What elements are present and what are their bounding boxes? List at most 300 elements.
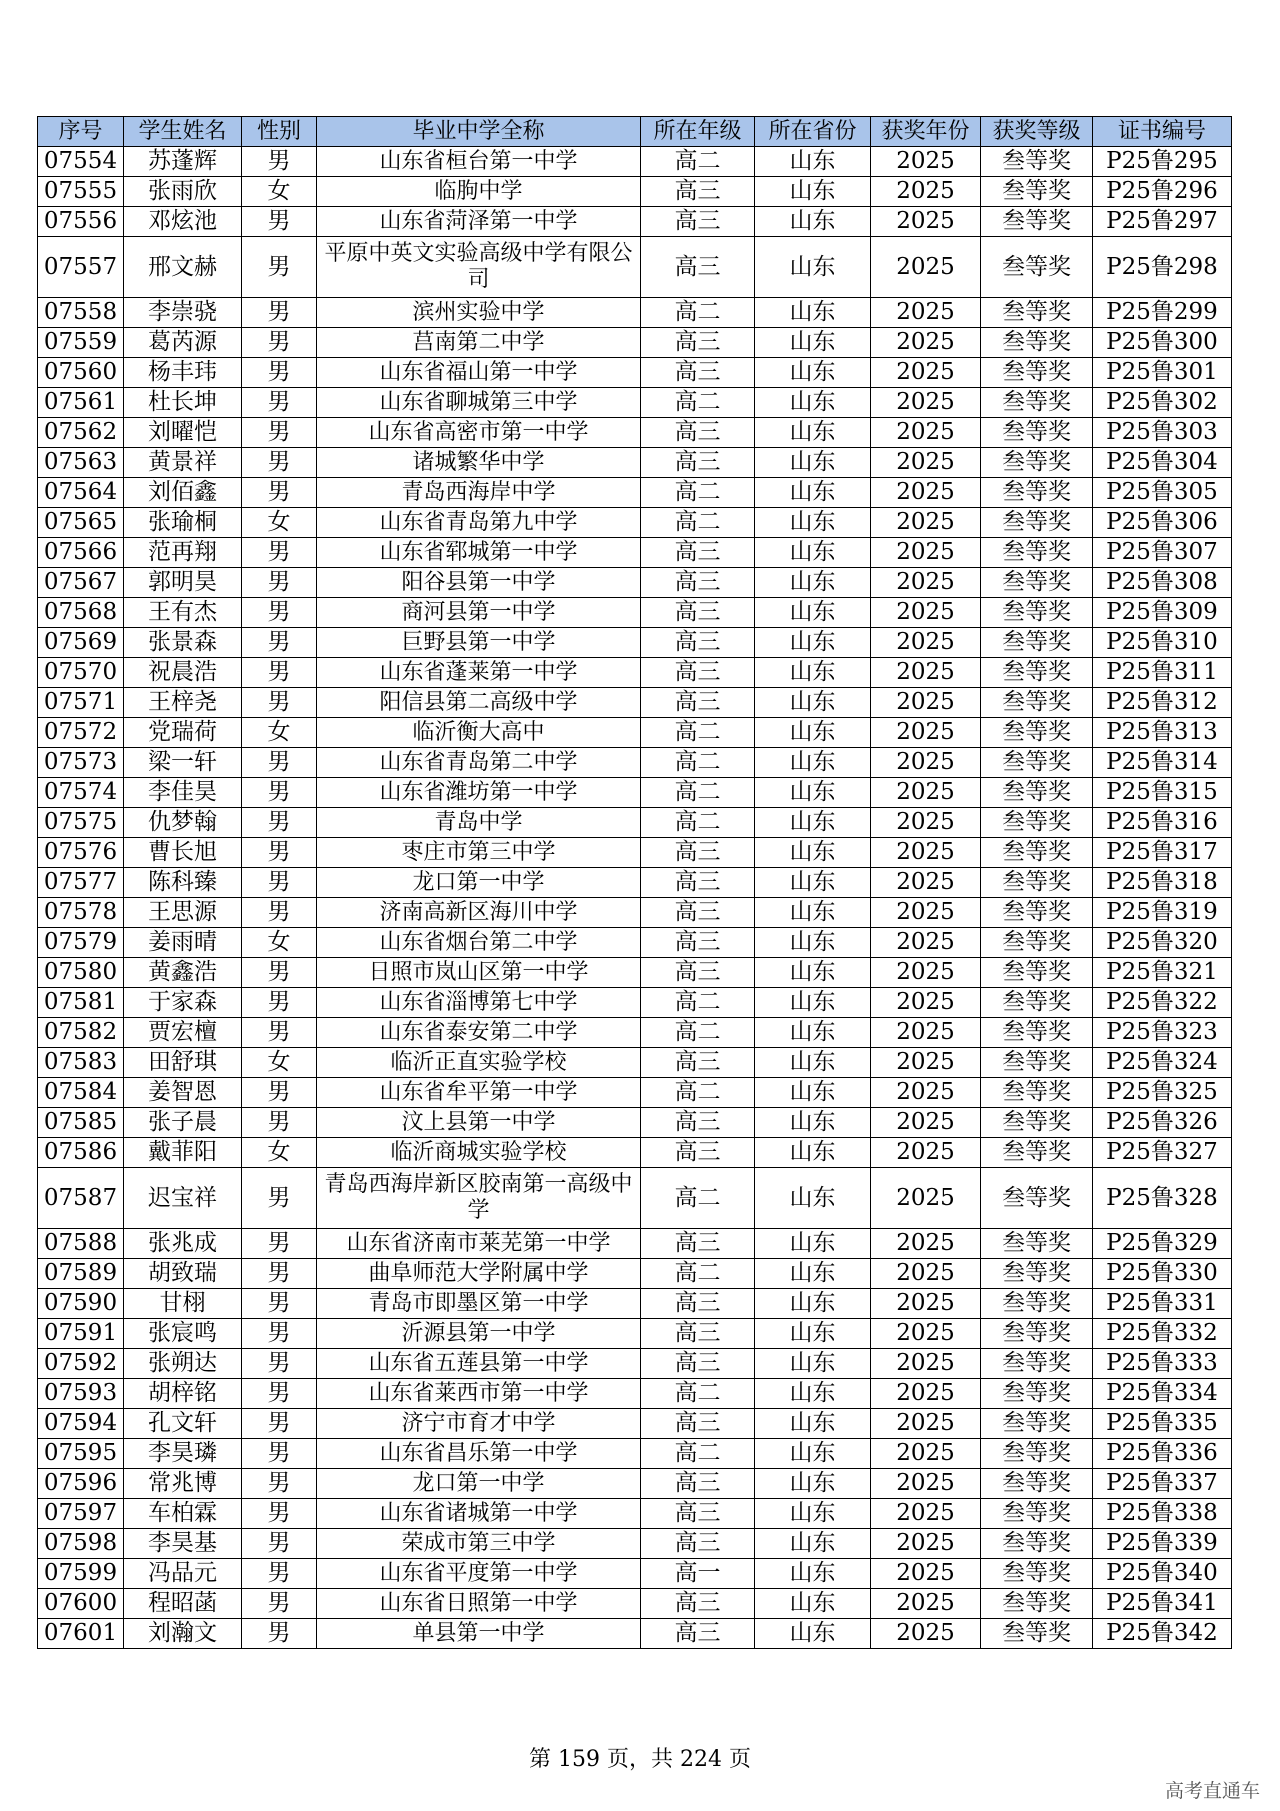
year-cell: 2025: [871, 478, 981, 508]
year-cell: 2025: [871, 1078, 981, 1108]
level-cell: 叁等奖: [981, 388, 1093, 418]
serial-cell: 07591: [38, 1319, 124, 1349]
year-cell: 2025: [871, 1529, 981, 1559]
school-cell: 山东省潍坊第一中学: [317, 778, 641, 808]
province-cell: 山东: [755, 538, 871, 568]
level-cell: 叁等奖: [981, 1108, 1093, 1138]
province-cell: 山东: [755, 388, 871, 418]
table-row: [38, 1349, 1232, 1379]
grade-cell: 高二: [641, 718, 755, 748]
column-header: 证书编号: [1093, 117, 1232, 147]
province-cell: 山东: [755, 418, 871, 448]
gender-cell: 男: [242, 538, 317, 568]
serial-cell: 07587: [38, 1168, 124, 1229]
table-row: [38, 928, 1232, 958]
grade-cell: 高三: [641, 1529, 755, 1559]
table-row: [38, 1589, 1232, 1619]
table-row: [38, 1229, 1232, 1259]
school-cell: 山东省平度第一中学: [317, 1559, 641, 1589]
province-cell: 山东: [755, 328, 871, 358]
table-row: [38, 448, 1232, 478]
gender-cell: 女: [242, 718, 317, 748]
gender-cell: 男: [242, 1319, 317, 1349]
column-header: 序号: [38, 117, 124, 147]
level-cell: 叁等奖: [981, 1138, 1093, 1168]
level-cell: 叁等奖: [981, 838, 1093, 868]
level-cell: 叁等奖: [981, 237, 1093, 298]
gender-cell: 男: [242, 1379, 317, 1409]
gender-cell: 男: [242, 988, 317, 1018]
grade-cell: 高三: [641, 1289, 755, 1319]
serial-cell: 07563: [38, 448, 124, 478]
certificate-cell: P25鲁300: [1093, 328, 1232, 358]
gender-cell: 男: [242, 388, 317, 418]
table-row: [38, 748, 1232, 778]
year-cell: 2025: [871, 838, 981, 868]
gender-cell: 男: [242, 1469, 317, 1499]
level-cell: 叁等奖: [981, 1409, 1093, 1439]
name-cell: 李昊璘: [124, 1439, 242, 1469]
school-cell: 山东省郓城第一中学: [317, 538, 641, 568]
year-cell: 2025: [871, 1439, 981, 1469]
certificate-cell: P25鲁316: [1093, 808, 1232, 838]
year-cell: 2025: [871, 1319, 981, 1349]
certificate-cell: P25鲁337: [1093, 1469, 1232, 1499]
grade-cell: 高三: [641, 1319, 755, 1349]
grade-cell: 高三: [641, 1589, 755, 1619]
name-cell: 甘栩: [124, 1289, 242, 1319]
school-cell: 山东省五莲县第一中学: [317, 1349, 641, 1379]
school-cell: 临沂正直实验学校: [317, 1048, 641, 1078]
serial-cell: 07599: [38, 1559, 124, 1589]
school-cell: 诸城繁华中学: [317, 448, 641, 478]
table-row: [38, 1529, 1232, 1559]
certificate-cell: P25鲁336: [1093, 1439, 1232, 1469]
serial-cell: 07576: [38, 838, 124, 868]
gender-cell: 男: [242, 808, 317, 838]
level-cell: 叁等奖: [981, 1018, 1093, 1048]
table-row: [38, 1499, 1232, 1529]
name-cell: 苏蓬辉: [124, 147, 242, 177]
school-cell: 莒南第二中学: [317, 328, 641, 358]
grade-cell: 高三: [641, 898, 755, 928]
serial-cell: 07554: [38, 147, 124, 177]
certificate-cell: P25鲁317: [1093, 838, 1232, 868]
year-cell: 2025: [871, 147, 981, 177]
certificate-cell: P25鲁298: [1093, 237, 1232, 298]
grade-cell: 高三: [641, 207, 755, 237]
level-cell: 叁等奖: [981, 688, 1093, 718]
certificate-cell: P25鲁331: [1093, 1289, 1232, 1319]
certificate-cell: P25鲁306: [1093, 508, 1232, 538]
province-cell: 山东: [755, 718, 871, 748]
school-cell: 临朐中学: [317, 177, 641, 207]
province-cell: 山东: [755, 1078, 871, 1108]
table-row: [38, 538, 1232, 568]
school-cell: 滨州实验中学: [317, 298, 641, 328]
certificate-cell: P25鲁308: [1093, 568, 1232, 598]
table-body: [38, 147, 1232, 1649]
grade-cell: 高二: [641, 478, 755, 508]
school-cell: 单县第一中学: [317, 1619, 641, 1649]
gender-cell: 女: [242, 928, 317, 958]
name-cell: 孔文轩: [124, 1409, 242, 1439]
gender-cell: 男: [242, 1168, 317, 1229]
school-cell: 汶上县第一中学: [317, 1108, 641, 1138]
school-cell: 沂源县第一中学: [317, 1319, 641, 1349]
school-cell: 枣庄市第三中学: [317, 838, 641, 868]
name-cell: 葛芮源: [124, 328, 242, 358]
school-cell: 临沂衡大高中: [317, 718, 641, 748]
serial-cell: 07596: [38, 1469, 124, 1499]
school-cell: 山东省桓台第一中学: [317, 147, 641, 177]
grade-cell: 高二: [641, 1259, 755, 1289]
province-cell: 山东: [755, 928, 871, 958]
table-row: [38, 1168, 1232, 1229]
school-cell: 荣成市第三中学: [317, 1529, 641, 1559]
table-row: [38, 358, 1232, 388]
province-cell: 山东: [755, 207, 871, 237]
grade-cell: 高三: [641, 448, 755, 478]
year-cell: 2025: [871, 1138, 981, 1168]
table-row: [38, 568, 1232, 598]
table-row: [38, 1289, 1232, 1319]
level-cell: 叁等奖: [981, 1289, 1093, 1319]
level-cell: 叁等奖: [981, 988, 1093, 1018]
year-cell: 2025: [871, 1108, 981, 1138]
name-cell: 贾宏檀: [124, 1018, 242, 1048]
serial-cell: 07568: [38, 598, 124, 628]
certificate-cell: P25鲁295: [1093, 147, 1232, 177]
grade-cell: 高三: [641, 1229, 755, 1259]
certificate-cell: P25鲁310: [1093, 628, 1232, 658]
province-cell: 山东: [755, 1289, 871, 1319]
year-cell: 2025: [871, 358, 981, 388]
level-cell: 叁等奖: [981, 1349, 1093, 1379]
serial-cell: 07588: [38, 1229, 124, 1259]
certificate-cell: P25鲁302: [1093, 388, 1232, 418]
serial-cell: 07590: [38, 1289, 124, 1319]
year-cell: 2025: [871, 988, 981, 1018]
certificate-cell: P25鲁341: [1093, 1589, 1232, 1619]
school-cell: 山东省牟平第一中学: [317, 1078, 641, 1108]
year-cell: 2025: [871, 778, 981, 808]
school-cell: 山东省烟台第二中学: [317, 928, 641, 958]
name-cell: 张朔达: [124, 1349, 242, 1379]
province-cell: 山东: [755, 508, 871, 538]
name-cell: 刘瀚文: [124, 1619, 242, 1649]
level-cell: 叁等奖: [981, 568, 1093, 598]
table-row: [38, 207, 1232, 237]
gender-cell: 男: [242, 1078, 317, 1108]
name-cell: 张瑜桐: [124, 508, 242, 538]
serial-cell: 07564: [38, 478, 124, 508]
serial-cell: 07577: [38, 868, 124, 898]
column-header: 获奖等级: [981, 117, 1093, 147]
certificate-cell: P25鲁327: [1093, 1138, 1232, 1168]
school-cell: 曲阜师范大学附属中学: [317, 1259, 641, 1289]
header-row: [38, 117, 1232, 147]
name-cell: 于家森: [124, 988, 242, 1018]
gender-cell: 男: [242, 958, 317, 988]
school-cell: 山东省菏泽第一中学: [317, 207, 641, 237]
school-cell: 山东省莱西市第一中学: [317, 1379, 641, 1409]
award-table: [37, 116, 1232, 1649]
grade-cell: 高三: [641, 598, 755, 628]
grade-cell: 高二: [641, 808, 755, 838]
serial-cell: 07574: [38, 778, 124, 808]
gender-cell: 女: [242, 1138, 317, 1168]
name-cell: 党瑞荷: [124, 718, 242, 748]
year-cell: 2025: [871, 388, 981, 418]
gender-cell: 男: [242, 688, 317, 718]
level-cell: 叁等奖: [981, 898, 1093, 928]
table-row: [38, 1559, 1232, 1589]
level-cell: 叁等奖: [981, 1229, 1093, 1259]
serial-cell: 07566: [38, 538, 124, 568]
school-cell: 山东省淄博第七中学: [317, 988, 641, 1018]
grade-cell: 高三: [641, 628, 755, 658]
column-header: 学生姓名: [124, 117, 242, 147]
serial-cell: 07572: [38, 718, 124, 748]
name-cell: 张景森: [124, 628, 242, 658]
school-cell: 日照市岚山区第一中学: [317, 958, 641, 988]
grade-cell: 高一: [641, 1559, 755, 1589]
year-cell: 2025: [871, 1619, 981, 1649]
year-cell: 2025: [871, 207, 981, 237]
level-cell: 叁等奖: [981, 928, 1093, 958]
level-cell: 叁等奖: [981, 508, 1093, 538]
table-row: [38, 177, 1232, 207]
province-cell: 山东: [755, 1529, 871, 1559]
gender-cell: 女: [242, 177, 317, 207]
certificate-cell: P25鲁339: [1093, 1529, 1232, 1559]
serial-cell: 07580: [38, 958, 124, 988]
level-cell: 叁等奖: [981, 207, 1093, 237]
name-cell: 陈科臻: [124, 868, 242, 898]
province-cell: 山东: [755, 898, 871, 928]
certificate-cell: P25鲁297: [1093, 207, 1232, 237]
serial-cell: 07593: [38, 1379, 124, 1409]
gender-cell: 男: [242, 628, 317, 658]
grade-cell: 高三: [641, 328, 755, 358]
level-cell: 叁等奖: [981, 778, 1093, 808]
certificate-cell: P25鲁304: [1093, 448, 1232, 478]
certificate-cell: P25鲁311: [1093, 658, 1232, 688]
certificate-cell: P25鲁309: [1093, 598, 1232, 628]
year-cell: 2025: [871, 718, 981, 748]
name-cell: 常兆博: [124, 1469, 242, 1499]
province-cell: 山东: [755, 1379, 871, 1409]
school-cell: 龙口第一中学: [317, 1469, 641, 1499]
gender-cell: 男: [242, 1559, 317, 1589]
level-cell: 叁等奖: [981, 1319, 1093, 1349]
name-cell: 程昭菡: [124, 1589, 242, 1619]
grade-cell: 高二: [641, 147, 755, 177]
serial-cell: 07567: [38, 568, 124, 598]
certificate-cell: P25鲁303: [1093, 418, 1232, 448]
level-cell: 叁等奖: [981, 147, 1093, 177]
year-cell: 2025: [871, 958, 981, 988]
serial-cell: 07598: [38, 1529, 124, 1559]
name-cell: 胡致瑞: [124, 1259, 242, 1289]
school-cell: 山东省青岛第二中学: [317, 748, 641, 778]
table-row: [38, 838, 1232, 868]
table-row: [38, 1048, 1232, 1078]
name-cell: 王梓尧: [124, 688, 242, 718]
grade-cell: 高三: [641, 1138, 755, 1168]
certificate-cell: P25鲁342: [1093, 1619, 1232, 1649]
page-number: 第 159 页，共 224 页: [529, 1747, 751, 1772]
province-cell: 山东: [755, 658, 871, 688]
province-cell: 山东: [755, 808, 871, 838]
serial-cell: 07581: [38, 988, 124, 1018]
year-cell: 2025: [871, 658, 981, 688]
level-cell: 叁等奖: [981, 177, 1093, 207]
table-row: [38, 1469, 1232, 1499]
year-cell: 2025: [871, 1559, 981, 1589]
level-cell: 叁等奖: [981, 1619, 1093, 1649]
table-row: [38, 418, 1232, 448]
table-row: [38, 1439, 1232, 1469]
certificate-cell: P25鲁332: [1093, 1319, 1232, 1349]
gender-cell: 男: [242, 478, 317, 508]
gender-cell: 男: [242, 1018, 317, 1048]
serial-cell: 07583: [38, 1048, 124, 1078]
serial-cell: 07575: [38, 808, 124, 838]
name-cell: 刘佰鑫: [124, 478, 242, 508]
name-cell: 张兆成: [124, 1229, 242, 1259]
table-row: [38, 1379, 1232, 1409]
serial-cell: 07565: [38, 508, 124, 538]
gender-cell: 男: [242, 418, 317, 448]
name-cell: 李崇骁: [124, 298, 242, 328]
school-cell: 山东省福山第一中学: [317, 358, 641, 388]
year-cell: 2025: [871, 1379, 981, 1409]
gender-cell: 女: [242, 1048, 317, 1078]
province-cell: 山东: [755, 237, 871, 298]
name-cell: 张子晨: [124, 1108, 242, 1138]
grade-cell: 高二: [641, 508, 755, 538]
serial-cell: 07579: [38, 928, 124, 958]
serial-cell: 07582: [38, 1018, 124, 1048]
year-cell: 2025: [871, 237, 981, 298]
gender-cell: 男: [242, 868, 317, 898]
year-cell: 2025: [871, 1018, 981, 1048]
name-cell: 邓炫池: [124, 207, 242, 237]
serial-cell: 07569: [38, 628, 124, 658]
province-cell: 山东: [755, 1439, 871, 1469]
grade-cell: 高三: [641, 358, 755, 388]
serial-cell: 07594: [38, 1409, 124, 1439]
school-cell: 临沂商城实验学校: [317, 1138, 641, 1168]
gender-cell: 男: [242, 1349, 317, 1379]
gender-cell: 男: [242, 1439, 317, 1469]
year-cell: 2025: [871, 328, 981, 358]
year-cell: 2025: [871, 688, 981, 718]
level-cell: 叁等奖: [981, 808, 1093, 838]
gender-cell: 男: [242, 1589, 317, 1619]
gender-cell: 男: [242, 358, 317, 388]
serial-cell: 07584: [38, 1078, 124, 1108]
year-cell: 2025: [871, 1499, 981, 1529]
corner-mark: 高考直通车: [1164, 1780, 1260, 1802]
province-cell: 山东: [755, 1619, 871, 1649]
province-cell: 山东: [755, 478, 871, 508]
grade-cell: 高二: [641, 1168, 755, 1229]
table-row: [38, 688, 1232, 718]
province-cell: 山东: [755, 958, 871, 988]
province-cell: 山东: [755, 1168, 871, 1229]
certificate-cell: P25鲁299: [1093, 298, 1232, 328]
grade-cell: 高三: [641, 568, 755, 598]
level-cell: 叁等奖: [981, 958, 1093, 988]
serial-cell: 07557: [38, 237, 124, 298]
year-cell: 2025: [871, 418, 981, 448]
grade-cell: 高三: [641, 1108, 755, 1138]
province-cell: 山东: [755, 1259, 871, 1289]
province-cell: 山东: [755, 1048, 871, 1078]
level-cell: 叁等奖: [981, 748, 1093, 778]
certificate-cell: P25鲁322: [1093, 988, 1232, 1018]
table-row: [38, 508, 1232, 538]
gender-cell: 男: [242, 1259, 317, 1289]
province-cell: 山东: [755, 1409, 871, 1439]
province-cell: 山东: [755, 1018, 871, 1048]
certificate-cell: P25鲁340: [1093, 1559, 1232, 1589]
name-cell: 李佳昊: [124, 778, 242, 808]
year-cell: 2025: [871, 1589, 981, 1619]
gender-cell: 男: [242, 1529, 317, 1559]
grade-cell: 高二: [641, 778, 755, 808]
year-cell: 2025: [871, 1259, 981, 1289]
name-cell: 范再翔: [124, 538, 242, 568]
year-cell: 2025: [871, 508, 981, 538]
school-cell: 平原中英文实验高级中学有限公司: [317, 237, 641, 298]
year-cell: 2025: [871, 868, 981, 898]
level-cell: 叁等奖: [981, 418, 1093, 448]
certificate-cell: P25鲁330: [1093, 1259, 1232, 1289]
name-cell: 杜长坤: [124, 388, 242, 418]
province-cell: 山东: [755, 1499, 871, 1529]
table-row: [38, 1138, 1232, 1168]
gender-cell: 男: [242, 1289, 317, 1319]
province-cell: 山东: [755, 598, 871, 628]
serial-cell: 07600: [38, 1589, 124, 1619]
year-cell: 2025: [871, 1168, 981, 1229]
certificate-cell: P25鲁318: [1093, 868, 1232, 898]
year-cell: 2025: [871, 1349, 981, 1379]
school-cell: 龙口第一中学: [317, 868, 641, 898]
serial-cell: 07556: [38, 207, 124, 237]
province-cell: 山东: [755, 298, 871, 328]
grade-cell: 高三: [641, 688, 755, 718]
grade-cell: 高二: [641, 298, 755, 328]
grade-cell: 高三: [641, 538, 755, 568]
table-row: [38, 1018, 1232, 1048]
year-cell: 2025: [871, 448, 981, 478]
name-cell: 黄景祥: [124, 448, 242, 478]
table-row: [38, 1319, 1232, 1349]
name-cell: 王思源: [124, 898, 242, 928]
certificate-cell: P25鲁301: [1093, 358, 1232, 388]
table-row: [38, 898, 1232, 928]
gender-cell: 男: [242, 598, 317, 628]
table-row: [38, 1078, 1232, 1108]
certificate-cell: P25鲁320: [1093, 928, 1232, 958]
level-cell: 叁等奖: [981, 1078, 1093, 1108]
province-cell: 山东: [755, 868, 871, 898]
